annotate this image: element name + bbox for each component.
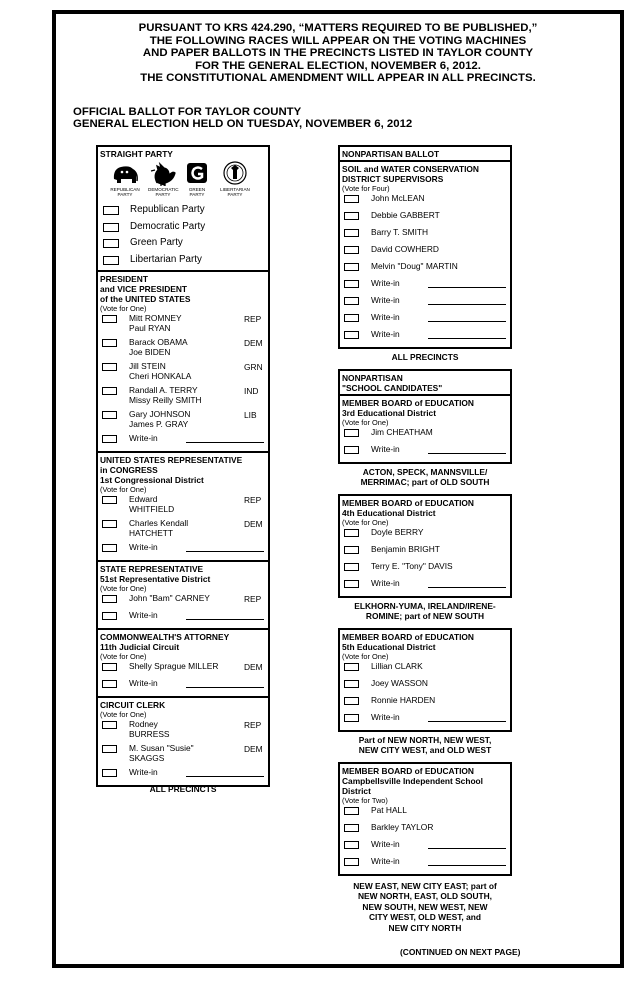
candidate-name: Doyle BERRY (371, 526, 424, 537)
candidate-name: John "Bam" CARNEY (129, 593, 210, 603)
checkbox[interactable] (344, 331, 359, 339)
district-3-precincts-caption (338, 467, 512, 488)
heading-line: District (342, 785, 371, 796)
checkbox[interactable] (344, 580, 359, 588)
candidate-row[interactable] (100, 409, 266, 433)
checkbox[interactable] (344, 546, 359, 554)
party-code: GRN (244, 362, 263, 372)
checkbox[interactable] (344, 280, 359, 288)
campbellsville-section (340, 764, 510, 874)
checkbox[interactable] (344, 824, 359, 832)
candidate-name (129, 338, 188, 357)
checkbox[interactable] (344, 841, 359, 849)
ballot-title-line: OFFICIAL BALLOT FOR TAYLOR COUNTY (73, 106, 302, 118)
checkbox[interactable] (103, 239, 119, 248)
heading-line: DISTRICT SUPERVISORS (342, 174, 444, 184)
party-option[interactable] (100, 253, 266, 270)
writein-row[interactable] (100, 433, 266, 450)
vote-instruction: (Vote for Four) (342, 184, 390, 193)
district-4-precincts-caption (338, 601, 512, 622)
vote-instruction: (Vote for Two) (342, 795, 388, 805)
section-heading (342, 398, 508, 418)
checkbox[interactable] (344, 246, 359, 254)
checkbox[interactable] (344, 563, 359, 571)
heading-line: MEMBER BOARD of EDUCATION (342, 497, 474, 508)
candidate-name (129, 720, 170, 739)
caption-line: NEW CITY NORTH (388, 922, 462, 933)
party-option[interactable] (100, 203, 266, 220)
writein-row[interactable] (342, 312, 508, 329)
writein-row[interactable] (100, 767, 266, 784)
party-name: Democratic Party (130, 220, 206, 232)
district-4-section (340, 496, 510, 596)
party-code: IND (244, 386, 259, 396)
section-heading (100, 564, 266, 584)
state-representative-section (98, 560, 268, 628)
candidate-row[interactable] (100, 494, 266, 518)
candidate-name: Barkley TAYLOR (371, 821, 434, 832)
writein-label: Write-in (129, 678, 158, 688)
party-code: DEM (244, 662, 263, 672)
writein-label: Write-in (129, 433, 158, 443)
heading-line: 51st Representative District (100, 574, 211, 584)
candidate-name (129, 314, 182, 333)
nonpartisan-heading-section (340, 147, 510, 160)
candidate-row[interactable] (100, 337, 266, 361)
writein-line[interactable] (186, 442, 264, 443)
name-line: Joe BIDEN (129, 346, 171, 357)
campbellsville-precincts-caption (338, 881, 512, 934)
section-heading (100, 632, 266, 652)
writein-label: Write-in (371, 443, 400, 454)
party-code: DEM (244, 744, 263, 754)
writein-label: Write-in (129, 610, 158, 620)
checkbox[interactable] (102, 769, 117, 777)
candidate-row[interactable] (342, 561, 508, 578)
candidate-name: John McLEAN (371, 193, 425, 203)
school-board-campbellsville (338, 762, 512, 876)
candidate-name: Barry T. SMITH (371, 227, 429, 237)
heading-line: 3rd Educational District (342, 407, 437, 418)
heading-line: MEMBER BOARD of EDUCATION (342, 631, 474, 642)
us-representative-section (98, 451, 268, 560)
caption-line: NEW CITY WEST, and OLD WEST (358, 745, 492, 755)
continued-notice: (CONTINUED ON NEXT PAGE) (400, 947, 521, 957)
checkbox[interactable] (344, 212, 359, 220)
candidate-row[interactable] (100, 518, 266, 542)
section-heading (100, 274, 266, 304)
name-line: Jill STEIN (129, 361, 166, 371)
writein-label: Write-in (371, 295, 400, 305)
candidate-name: Ronnie HARDEN (371, 694, 436, 705)
candidate-name (129, 362, 191, 381)
candidate-row[interactable] (342, 822, 508, 839)
name-line: HATCHETT (129, 527, 174, 538)
candidate-name (129, 410, 190, 429)
heading-line: "SCHOOL CANDIDATES" (342, 382, 443, 393)
section-heading: STRAIGHT PARTY (100, 149, 173, 159)
name-line: Paul RYAN (129, 322, 171, 333)
heading-line: UNITED STATES REPRESENTATIVE (100, 455, 243, 465)
party-option[interactable] (100, 236, 266, 253)
party-code: DEM (244, 519, 263, 529)
heading-line: STATE REPRESENTATIVE (100, 564, 204, 574)
section-heading (342, 373, 508, 393)
writein-line[interactable] (428, 321, 506, 322)
candidate-row[interactable] (100, 743, 266, 767)
checkbox[interactable] (102, 745, 117, 753)
name-line: Mitt ROMNEY (129, 313, 182, 323)
heading-line: and VICE PRESIDENT (100, 284, 188, 294)
name-line: Cheri HONKALA (129, 370, 192, 381)
candidate-name (129, 744, 194, 763)
name-line: Barack OBAMA (129, 337, 188, 347)
checkbox[interactable] (344, 314, 359, 322)
checkbox[interactable] (344, 229, 359, 237)
notice-line: FOR THE GENERAL ELECTION, NOVEMBER 6, 2012. (195, 59, 481, 72)
vote-instruction: (Vote for One) (342, 651, 389, 661)
school-heading-section (340, 371, 510, 394)
checkbox[interactable] (344, 263, 359, 271)
candidate-row[interactable] (342, 244, 508, 261)
checkbox[interactable] (344, 446, 359, 454)
party-name: Libertarian Party (130, 253, 202, 265)
section-heading (100, 455, 266, 485)
writein-line[interactable] (428, 848, 506, 849)
writein-row[interactable] (342, 278, 508, 295)
checkbox[interactable] (344, 680, 359, 688)
party-code: REP (244, 720, 262, 730)
name-line: BURRESS (129, 728, 170, 739)
caption-line: NEW SOUTH, NEW WEST, NEW (362, 901, 488, 912)
checkbox[interactable] (102, 544, 117, 552)
notice-line: AND PAPER BALLOTS IN THE PRECINCTS LISTED IN TAYLOR COUNTY (142, 47, 534, 60)
checkbox[interactable] (102, 363, 117, 371)
left-precincts-caption: ALL PRECINCTS (149, 784, 217, 794)
checkbox[interactable] (344, 297, 359, 305)
candidate-row[interactable] (342, 261, 508, 278)
logo-label: DEMOCRATIC PARTY (148, 187, 179, 197)
legal-notice (56, 22, 620, 85)
heading-line: 4th Educational District (342, 507, 436, 518)
writein-row[interactable] (100, 678, 266, 695)
writein-label: Write-in (371, 711, 400, 722)
heading-line: Campbellsville Independent School (342, 775, 484, 786)
writein-label: Write-in (371, 838, 400, 849)
checkbox[interactable] (344, 195, 359, 203)
logo-label: GREEN PARTY (188, 187, 206, 197)
candidate-name: David COWHERD (371, 244, 439, 254)
heading-line: COMMONWEALTH'S ATTORNEY (100, 632, 230, 642)
writein-label: Write-in (371, 577, 400, 588)
checkbox[interactable] (344, 529, 359, 537)
writein-line[interactable] (186, 551, 264, 552)
nonpartisan-ballot (338, 145, 512, 349)
checkbox[interactable] (344, 697, 359, 705)
district-3-section (340, 394, 510, 462)
writein-row[interactable] (100, 542, 266, 559)
circuit-clerk-section (98, 696, 268, 785)
party-name: Green Party (130, 237, 183, 248)
logo-label: REPUBLICAN PARTY (110, 187, 140, 197)
writein-line[interactable] (428, 304, 506, 305)
candidate-row[interactable] (342, 678, 508, 695)
caption-line: ROMINE; part of NEW SOUTH (365, 611, 485, 621)
candidate-row[interactable] (342, 427, 508, 444)
heading-line: in CONGRESS (100, 465, 158, 475)
name-line: SKAGGS (129, 752, 165, 763)
vote-instruction: (Vote for One) (100, 304, 147, 313)
notice-line: THE FOLLOWING RACES WILL APPEAR ON THE VOTING MACHINES (149, 34, 527, 47)
section-heading: NONPARTISAN BALLOT (342, 149, 440, 159)
candidate-row[interactable] (342, 805, 508, 822)
notice-line: PURSUANT TO KRS 424.290, “MATTERS REQUIRED TO BE PUBLISHED,” (138, 22, 538, 34)
writein-line[interactable] (428, 338, 506, 339)
writein-line[interactable] (428, 865, 506, 866)
heading-line: of the UNITED STATES (100, 294, 191, 304)
commonwealth-attorney-section (98, 628, 268, 696)
candidate-row[interactable] (100, 385, 266, 409)
heading-line: SOIL and WATER CONSERVATION (342, 164, 479, 174)
heading-line: PRESIDENT (100, 274, 148, 284)
checkbox[interactable] (344, 663, 359, 671)
writein-label: Write-in (129, 767, 158, 777)
caption-line: CITY WEST, OLD WEST, and (369, 912, 481, 922)
checkbox[interactable] (344, 714, 359, 722)
ballot-title (73, 106, 412, 131)
party-logos (100, 161, 266, 203)
candidate-name (129, 495, 174, 514)
libertarian-party-seal-icon (220, 161, 250, 197)
writein-row[interactable] (342, 839, 508, 856)
writein-row[interactable] (342, 856, 508, 873)
writein-line[interactable] (428, 287, 506, 288)
name-line: M. Susan "Susie" (129, 743, 194, 753)
nonpartisan-column (338, 145, 512, 933)
candidate-name: Benjamin BRIGHT (371, 543, 440, 554)
heading-line: 11th Judicial Circuit (100, 642, 180, 652)
candidate-row[interactable] (342, 227, 508, 244)
name-line: Randall A. TERRY (129, 385, 198, 395)
candidate-name: Pat HALL (371, 804, 407, 815)
name-line: WHITFIELD (129, 503, 175, 514)
checkbox[interactable] (344, 807, 359, 815)
name-line: Edward (129, 494, 158, 504)
candidate-name: Shelly Sprague MILLER (129, 661, 219, 671)
caption-line: NEW EAST, NEW CITY EAST; part of (353, 880, 497, 891)
school-board-d4 (338, 494, 512, 598)
checkbox[interactable] (102, 520, 117, 528)
name-line: Rodney (129, 719, 158, 729)
checkbox[interactable] (102, 680, 117, 688)
heading-line: 1st Congressional District (100, 475, 204, 485)
democratic-rooster-icon (148, 161, 178, 197)
checkbox[interactable] (102, 315, 117, 323)
green-party-icon (182, 161, 212, 197)
vote-instruction: (Vote for One) (100, 652, 147, 661)
straight-party-section (98, 147, 268, 270)
checkbox[interactable] (103, 223, 119, 232)
section-heading (342, 632, 508, 652)
candidate-row[interactable] (342, 193, 508, 210)
soil-precincts-caption: ALL PRECINCTS (391, 352, 459, 362)
party-code: LIB (244, 410, 257, 420)
candidate-name: Joey WASSON (371, 677, 428, 688)
checkbox[interactable] (102, 663, 117, 671)
caption-line: ACTON, SPECK, MANNSVILLE/ (362, 466, 488, 477)
logo-label: LIBERTARIAN PARTY (220, 187, 250, 197)
vote-instruction: (Vote for One) (342, 517, 389, 527)
writein-label: Write-in (371, 278, 400, 288)
writein-row[interactable] (342, 712, 508, 729)
section-heading: CIRCUIT CLERK (100, 700, 166, 710)
candidate-row[interactable] (342, 527, 508, 544)
writein-row[interactable] (342, 329, 508, 346)
writein-row[interactable] (342, 295, 508, 312)
candidate-row[interactable] (342, 695, 508, 712)
party-name: Republican Party (130, 204, 205, 215)
candidate-row[interactable] (342, 661, 508, 678)
caption-line: NEW NORTH, EAST, OLD SOUTH, (358, 891, 492, 901)
section-heading (342, 498, 508, 518)
heading-line: MEMBER BOARD of EDUCATION (342, 765, 474, 776)
party-option[interactable] (100, 220, 266, 237)
party-code: REP (244, 314, 262, 324)
checkbox[interactable] (103, 206, 119, 215)
school-board-d5 (338, 628, 512, 732)
writein-line[interactable] (428, 453, 506, 454)
writein-label: Write-in (371, 329, 400, 339)
checkbox[interactable] (102, 595, 117, 603)
candidate-row[interactable] (342, 210, 508, 227)
partisan-ballot (96, 145, 270, 787)
checkbox[interactable] (102, 387, 117, 395)
checkbox[interactable] (102, 411, 117, 419)
vote-instruction: (Vote for One) (100, 710, 147, 719)
notice-line: THE CONSTITUTIONAL AMENDMENT WILL APPEAR IN ALL PRECINCTS. (140, 72, 536, 85)
heading-line: 5th Educational District (342, 641, 436, 652)
checkbox[interactable] (102, 435, 117, 443)
district-5-precincts-caption (338, 735, 512, 756)
candidate-name: Debbie GABBERT (371, 210, 440, 220)
writein-label: Write-in (371, 312, 400, 322)
republican-elephant-icon (110, 161, 140, 197)
party-code: REP (244, 594, 262, 604)
checkbox[interactable] (102, 612, 117, 620)
vote-instruction: (Vote for One) (342, 417, 389, 427)
president-section (98, 270, 268, 451)
candidate-name: Jim CHEATHAM (371, 426, 433, 437)
candidate-row[interactable] (100, 719, 266, 743)
name-line: Missy Reilly SMITH (129, 394, 202, 405)
caption-line: Part of NEW NORTH, NEW WEST, (358, 734, 492, 745)
section-heading (342, 766, 508, 796)
district-5-section (340, 630, 510, 730)
writein-line[interactable] (428, 587, 506, 588)
checkbox[interactable] (102, 339, 117, 347)
vote-instruction: (Vote for One) (100, 584, 147, 593)
checkbox[interactable] (103, 256, 119, 265)
caption-line: ELKHORN-YUMA, IRELAND/IRENE- (354, 600, 496, 611)
school-board-d3 (338, 369, 512, 464)
name-line: James P. GRAY (129, 418, 189, 429)
candidate-row[interactable] (342, 544, 508, 561)
party-code: REP (244, 495, 262, 505)
writein-line[interactable] (186, 776, 264, 777)
party-code: DEM (244, 338, 263, 348)
vote-instruction: (Vote for One) (100, 485, 147, 494)
checkbox[interactable] (344, 858, 359, 866)
candidate-name: Melvin "Doug" MARTIN (371, 261, 458, 271)
writein-line[interactable] (186, 619, 264, 620)
candidate-row[interactable] (100, 593, 266, 610)
section-heading (342, 164, 508, 184)
candidate-name: Terry E. "Tony" DAVIS (371, 560, 453, 571)
name-line: Gary JOHNSON (129, 409, 191, 419)
writein-row[interactable] (100, 610, 266, 627)
ballot-title-line: GENERAL ELECTION HELD ON TUESDAY, NOVEMBER 6, 2012 (73, 118, 413, 131)
writein-line[interactable] (428, 721, 506, 722)
heading-line: MEMBER BOARD of EDUCATION (342, 397, 474, 408)
checkbox[interactable] (102, 496, 117, 504)
soil-water-section (340, 160, 510, 347)
caption-line: MERRIMAC; part of OLD SOUTH (360, 477, 490, 487)
writein-row[interactable] (342, 578, 508, 595)
heading-line: NONPARTISAN (342, 372, 403, 383)
checkbox[interactable] (344, 429, 359, 437)
checkbox[interactable] (102, 721, 117, 729)
candidate-name: Lillian CLARK (371, 660, 423, 671)
writein-label: Write-in (129, 542, 158, 552)
candidate-name (129, 386, 202, 405)
writein-line[interactable] (186, 687, 264, 688)
candidate-row[interactable] (100, 361, 266, 385)
name-line: Charles Kendall (129, 518, 189, 528)
candidate-row[interactable] (100, 661, 266, 678)
candidate-name (129, 519, 188, 538)
writein-row[interactable] (342, 444, 508, 461)
writein-label: Write-in (371, 855, 400, 866)
candidate-row[interactable] (100, 313, 266, 337)
